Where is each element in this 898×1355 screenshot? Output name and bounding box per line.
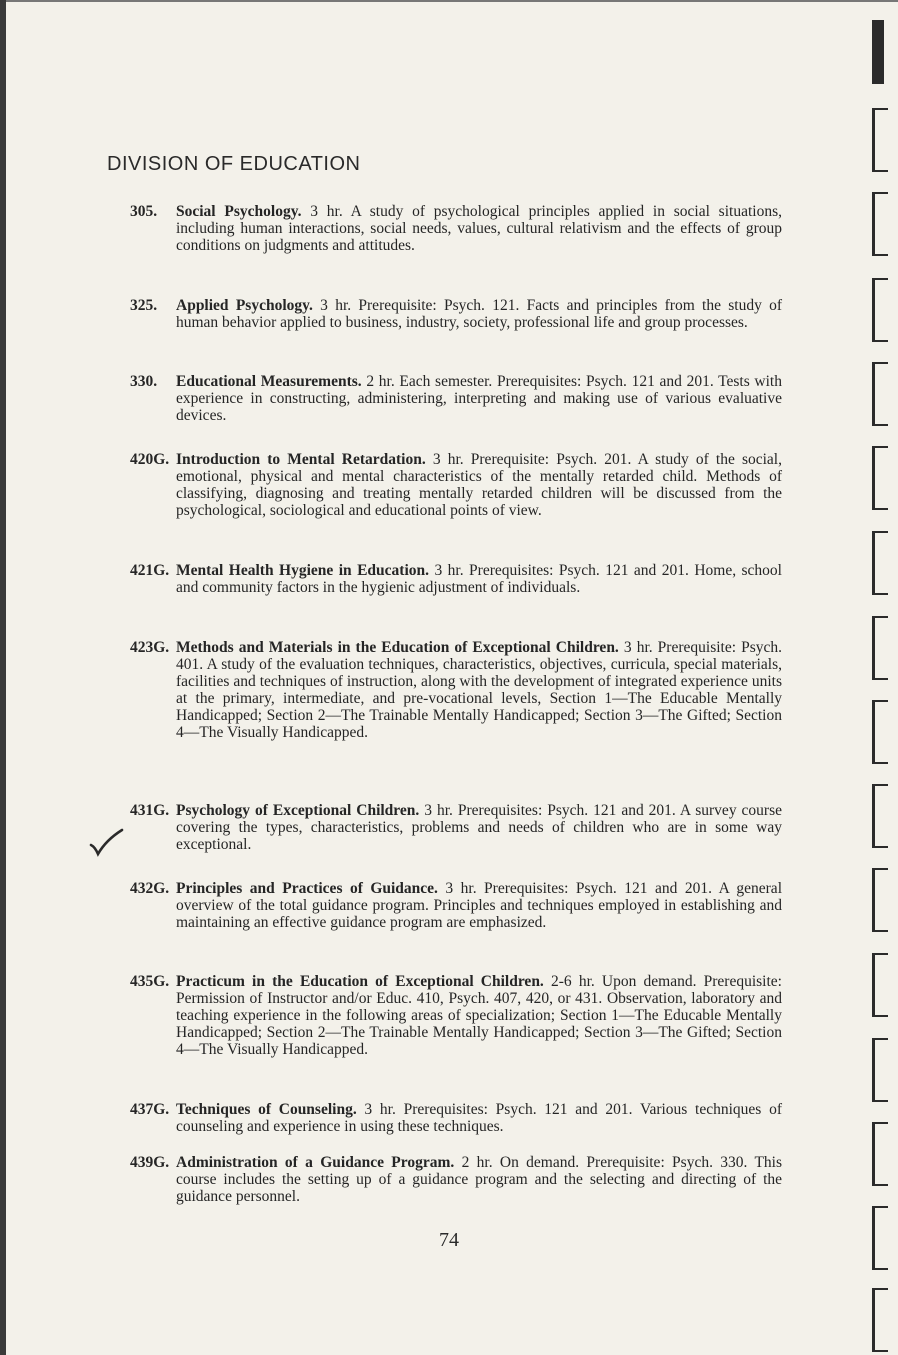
course-title: Mental Health Hygiene in Education. [176, 562, 430, 579]
course-number: 432G. [130, 880, 170, 897]
binder-tab-mark [872, 446, 888, 510]
course-entry [130, 203, 782, 254]
binder-tab-mark [872, 784, 888, 848]
course-entry [130, 451, 782, 519]
course-number: 439G. [130, 1154, 170, 1171]
binder-tab-mark [872, 953, 888, 1017]
course-title: Techniques of Counseling. [176, 1101, 357, 1118]
course-number: 305. [130, 203, 158, 220]
course-description [130, 973, 782, 1058]
binder-tab-mark [872, 700, 888, 764]
binder-tab-mark [872, 1206, 888, 1270]
course-description [130, 639, 782, 741]
course-title: Methods and Materials in the Education of Exceptional Children. [176, 639, 619, 656]
course-entry [130, 1154, 782, 1205]
course-text: 3 hr. A study of psychological principles applied in social situations, including human interactions, social needs, values, cultural relativism and the effects of group conditions on judgments and attitudes. [176, 203, 782, 254]
course-entry [130, 1101, 782, 1135]
course-text: 3 hr. Prerequisites: Psych. 121 and 201. A general overview of the total guidance program. Principles and techniques employed in establishing and maintaining an effective guidance program are emphasized. [176, 880, 782, 931]
course-title: Principles and Practices of Guidance. [176, 880, 438, 897]
course-number: 423G. [130, 639, 170, 656]
binder-tab-mark [872, 278, 888, 342]
course-number: 330. [130, 373, 158, 390]
binder-tab-mark [872, 362, 888, 426]
binder-tab-mark [872, 20, 884, 84]
binder-tab-mark [872, 108, 888, 172]
course-text: 3 hr. Prerequisites: Psych. 121 and 201. A survey course covering the types, characteristics, problems and needs of children who are in some way exceptional. [176, 802, 782, 853]
handwritten-checkmark-icon [88, 828, 124, 858]
course-description [130, 451, 782, 519]
course-entry [130, 297, 782, 331]
course-title: Educational Measurements. [176, 373, 362, 390]
course-description [130, 297, 782, 331]
course-entry [130, 373, 782, 424]
binder-tab-mark [872, 616, 888, 680]
course-entry [130, 802, 782, 853]
course-description [130, 802, 782, 853]
page-left-edge [0, 0, 6, 1355]
course-text: 3 hr. Prerequisites: Psych. 121 and 201. Home, school and community factors in the hygienic adjustment of individuals. [176, 562, 782, 596]
course-text: 3 hr. Prerequisite: Psych. 121. Facts and principles from the study of human behavior applied to business, industry, society, professional life and group processes. [176, 297, 783, 331]
binder-tab-mark [872, 868, 888, 932]
course-text: 2 hr. On demand. Prerequisite: Psych. 330. This course includes the setting up of a guidance program and the selecting and directing of the guidance personnel. [176, 1154, 783, 1205]
course-entry [130, 639, 782, 741]
course-entry [130, 880, 782, 931]
course-text: 2 hr. Each semester. Prerequisites: Psych. 121 and 201. Tests with experience in constructing, administering, interpreting and making use of various evaluative devices. [176, 373, 782, 424]
course-number: 421G. [130, 562, 170, 579]
course-text: 3 hr. Prerequisite: Psych. 201. A study of the social, emotional, physical and mental characteristics of the mentally retarded child. Methods of classifying, diagnosing and treating mentally retarded children will be discussed from the psychological, sociological and educational points of view. [176, 451, 782, 519]
course-title: Administration of a Guidance Program. [176, 1154, 455, 1171]
course-number: 435G. [130, 973, 170, 990]
course-title: Applied Psychology. [176, 297, 313, 314]
course-number: 431G. [130, 802, 170, 819]
course-entry [130, 973, 782, 1058]
course-entry [130, 562, 782, 596]
course-description [130, 203, 782, 254]
course-description [130, 1101, 782, 1135]
course-text: 2-6 hr. Upon demand. Prerequisite: Permission of Instructor and/or Educ. 410, Psych. 407, 420, or 431. Observation, laboratory and teaching experience in the following areas of specialization; Section 1—The Educable Mentally Handicapped; Section 2—The Trainable Mentally Handicapped; Section 3—The Gifted; Section 4—The Visually Handicapped. [176, 973, 782, 1058]
course-number: 325. [130, 297, 158, 314]
binder-tab-mark [872, 1122, 888, 1186]
binder-tab-mark [872, 531, 888, 595]
course-text: 3 hr. Prerequisite: Psych. 401. A study of the evaluation techniques, characteristics, objectives, curricula, special materials, facilities and techniques of instruction, along with the development of integrated experience units at the primary, intermediate, and pre-vocational levels, Section 1—The Educable Mentally Handicapped; Section 2—The Trainable Mentally Handicapped; Section 3—The Gifted; Section 4—The Visually Handicapped. [176, 639, 782, 741]
binder-tab-mark [872, 1038, 888, 1102]
section-heading: DIVISION OF EDUCATION [107, 153, 361, 175]
course-description [130, 562, 782, 596]
course-number: 437G. [130, 1101, 170, 1118]
page-top-edge [0, 0, 898, 2]
binder-tab-mark [872, 1288, 888, 1352]
page-number: 74 [439, 1229, 459, 1251]
course-title: Social Psychology. [176, 203, 302, 220]
course-description [130, 1154, 782, 1205]
course-text: 3 hr. Prerequisites: Psych. 121 and 201. Various techniques of counseling and experience in using these techniques. [176, 1101, 782, 1135]
course-description [130, 880, 782, 931]
course-title: Practicum in the Education of Exceptional Children. [176, 973, 544, 990]
course-description [130, 373, 782, 424]
course-number: 420G. [130, 451, 170, 468]
course-title: Psychology of Exceptional Children. [176, 802, 420, 819]
course-title: Introduction to Mental Retardation. [176, 451, 426, 468]
binder-tab-mark [872, 192, 888, 256]
